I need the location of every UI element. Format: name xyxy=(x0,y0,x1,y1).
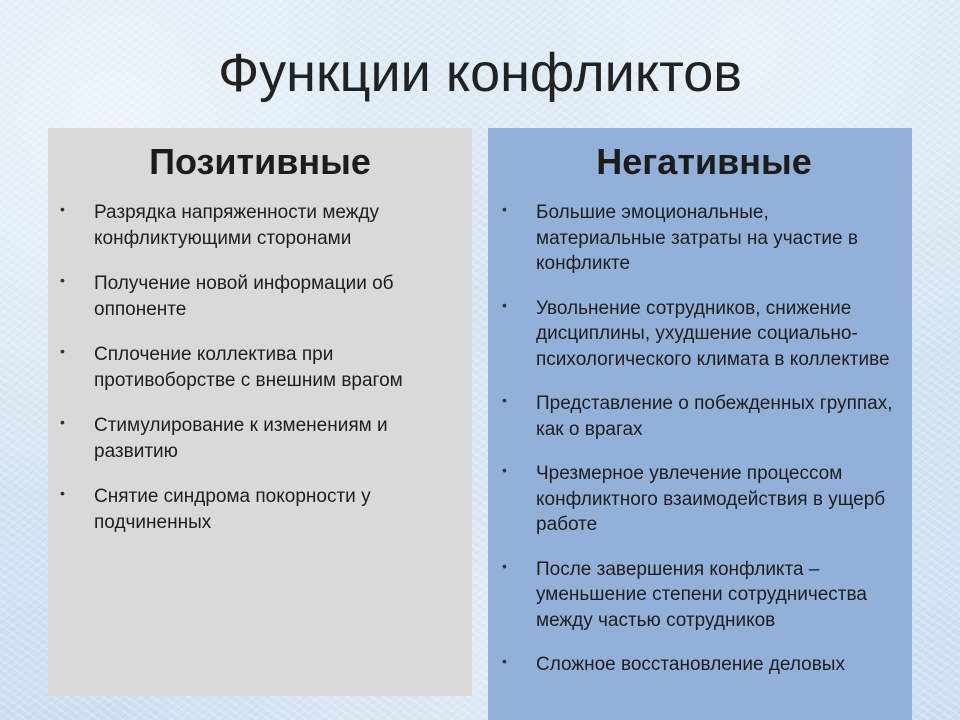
list-item xyxy=(60,484,450,535)
list-item-text: Сложное восстановление деловых xyxy=(536,654,845,675)
list-item xyxy=(502,557,896,634)
bullet-icon: • xyxy=(502,557,507,574)
positive-list xyxy=(60,200,450,535)
list-item-text: Разрядка напряженности между конфликтующими сторонами xyxy=(94,202,380,249)
positive-panel xyxy=(48,128,472,696)
list-item-text: Снятие синдрома покорности у подчиненных xyxy=(94,486,371,533)
negative-heading: Негативные xyxy=(596,141,812,182)
bullet-icon: • xyxy=(60,414,65,430)
list-item xyxy=(502,200,896,277)
list-item xyxy=(60,200,450,251)
list-item-text: Увольнение сотрудников, снижение дисциплины, ухудшение социально-психологического климата в коллективе xyxy=(536,297,890,370)
list-item-text: Представление о побежденных группах, как о врагах xyxy=(536,393,893,440)
bullet-icon: • xyxy=(60,343,65,359)
list-item xyxy=(502,461,896,538)
list-item xyxy=(502,296,896,373)
list-item-text: Большие эмоциональные, материальные затраты на участие в конфликте xyxy=(536,202,858,274)
list-item xyxy=(60,413,450,464)
bullet-icon: • xyxy=(502,462,507,478)
bullet-icon: • xyxy=(60,485,65,501)
list-item-text: Стимулирование к изменениям и развитию xyxy=(94,415,388,462)
list-item xyxy=(60,342,450,393)
list-item-text: Чрезмерное увлечение процессом конфликтного взаимодействия в ущерб работе xyxy=(536,463,886,535)
bullet-icon: • xyxy=(502,201,507,217)
list-item xyxy=(502,391,896,442)
list-item xyxy=(60,271,450,322)
negative-panel xyxy=(488,128,912,720)
bullet-icon: • xyxy=(502,392,507,408)
slide-title: Функции конфликтов xyxy=(218,43,742,103)
bullet-icon: • xyxy=(502,653,507,669)
list-item-text: Сплочение коллектива при противоборстве с внешним врагом xyxy=(94,344,403,391)
list-item-text: Получение новой информации об оппоненте xyxy=(94,273,394,320)
bullet-icon: • xyxy=(60,272,65,288)
negative-list xyxy=(502,200,896,678)
bullet-icon: • xyxy=(502,296,507,313)
list-item-text: После завершения конфликта – уменьшение степени сотрудничества между частью сотрудников xyxy=(536,558,867,631)
positive-heading: Позитивные xyxy=(149,141,371,182)
list-item xyxy=(502,652,896,678)
bullet-icon: • xyxy=(60,201,65,217)
